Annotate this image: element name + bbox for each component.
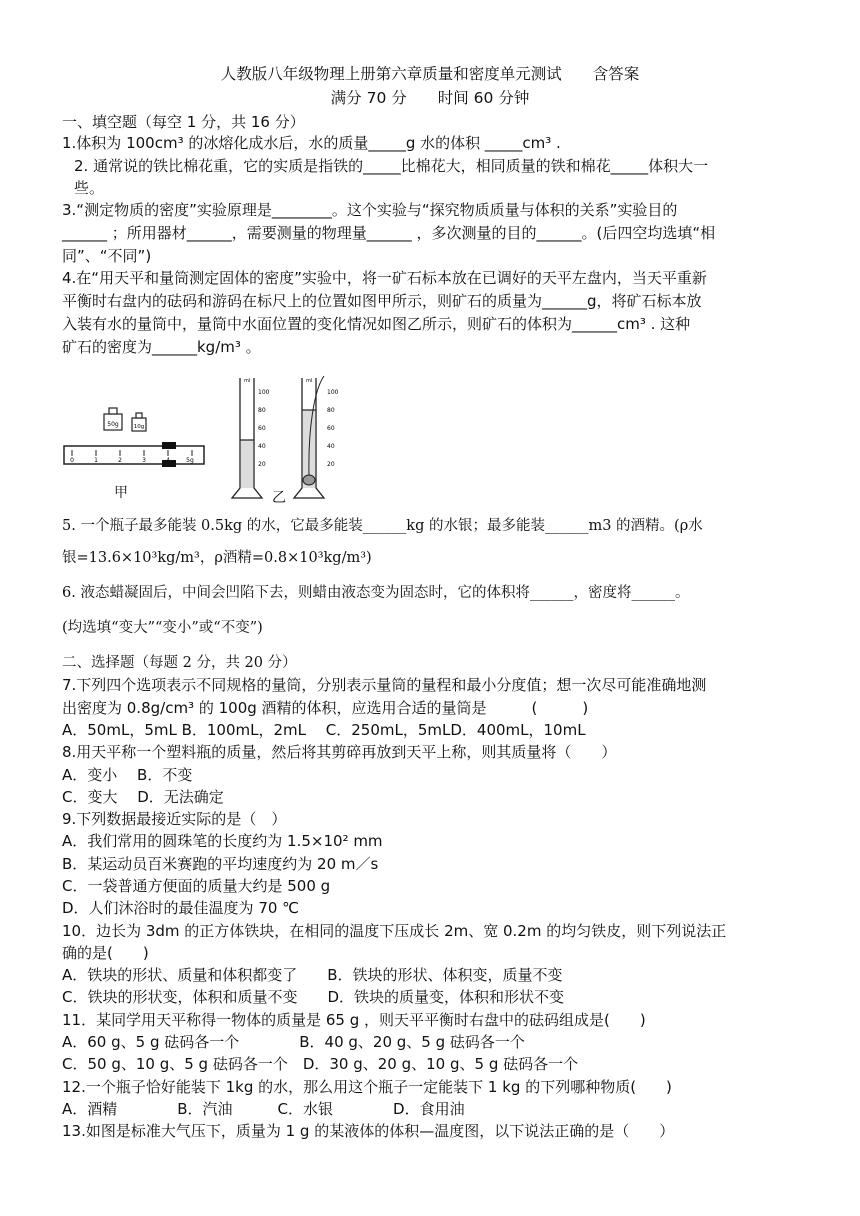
question-6-line2: (均选填“变大”“变小”或“不变”) [62,620,263,636]
rider-bottom [162,460,176,467]
graduated-cylinder-after [294,376,339,498]
question-11-options-cd: C．50 g、10 g、5 g 砝码各一个 D．30 g、20 g、10 g、5 g 砝码各一个 [62,1055,579,1073]
question-2-line2: 些。 [74,179,105,197]
question-5-line2: 银=13.6×10³kg/m³，ρ酒精=0.8×10³kg/m³) [62,550,372,566]
cylinder-tick: 40 [258,443,266,450]
page-title: 人教版八年级物理上册第六章质量和密度单元测试 含答案 [220,65,640,83]
question-11: 11．某同学用天平称得一物体的质量是 65 g ，则天平平衡时右盘中的砝码组成是( ) [62,1011,646,1029]
question-5-line1: 5. 一个瓶子最多能装 0.5kg 的水，它最多能装______kg 的水银；最多能装______m3 的酒精。(ρ水 [62,518,703,534]
weight-10g-icon [132,413,146,431]
question-9: 9.下列数据最接近实际的是（ ） [62,810,287,828]
figure-label-jia: 甲 [114,485,128,501]
page-subtitle: 满分 70 分 时间 60 分钟 [330,89,530,107]
question-7-line2: 出密度为 0.8g/cm³ 的 100g 酒精的体积，应选用合适的量筒是 ( ) [62,699,589,717]
question-1: 1.体积为 100cm³ 的冰熔化成水后，水的质量_____g 水的体积 _____cm³ . [62,134,561,152]
graduated-cylinder-before [232,378,270,498]
cylinder-unit: ml [244,378,251,384]
ruler-tick-label: 3 [142,457,146,464]
ruler-tick-label: 2 [118,457,122,464]
cylinder-tick: 80 [258,407,266,414]
cylinder-tick: 100 [327,389,339,396]
question-8-options-ab: A．变小 B．不变 [62,766,193,784]
ruler-tick-label: 0 [70,457,74,464]
balance-ruler [64,442,204,467]
cylinder-tick: 20 [327,461,335,468]
question-3-line2: ______ ；所用器材______，需要测量的物理量______ ，多次测量的目的______。(后四空均选填“相 [62,224,716,242]
cylinder-tick: 60 [327,425,335,432]
question-12: 12.一个瓶子恰好能装下 1kg 的水，那么用这个瓶子一定能装下 1 kg 的下列哪种物质( ) [62,1078,672,1096]
question-9-option-a: A．我们常用的圆珠笔的长度约为 1.5×10² mm [62,832,383,850]
question-4-line2: 平衡时右盘内的砝码和游码在标尺上的位置如图甲所示，则矿石的质量为______g，将矿石标本放 [62,292,702,310]
balance-and-cylinder-figure [62,370,352,510]
question-4-line4: 矿石的密度为______kg/m³ 。 [62,338,261,356]
ruler-tick-label: 5g [186,457,194,464]
cylinder-tick: 60 [258,425,266,432]
weight-50g-label: 50g [107,421,119,428]
question-8: 8.用天平称一个塑料瓶的质量，然后将其剪碎再放到天平上称，则其质量将（ ） [62,743,617,761]
cylinder-tick: 100 [258,389,270,396]
question-10-options-cd: C．铁块的形状变，体积和质量不变 D．铁块的质量变，体积和形状不变 [62,988,565,1006]
question-7-line1: 7.下列四个选项表示不同规格的量筒，分别表示量筒的量程和最小分度值；想一次尽可能准确地测 [62,676,707,694]
question-10-options-ab: A．铁块的形状、质量和体积都变了 B．铁块的形状、体积变，质量不变 [62,966,563,984]
section1-heading: 一、填空题（每空 1 分，共 16 分） [62,113,305,131]
question-4-line1: 4.在“用天平和量筒测定固体的密度”实验中，将一矿石标本放在已调好的天平左盘内，当天平重新 [62,269,707,287]
weight-10g-label: 10g [133,424,145,430]
question-9-option-d: D．人们沐浴时的最佳温度为 70 ℃ [62,899,300,917]
cylinder-tick: 80 [327,407,335,414]
cylinder-tick: 20 [258,461,266,468]
question-13: 13.如图是标准大气压下，质量为 1 g 的某液体的体积—温度图，以下说法正确的是（ ） [62,1122,675,1140]
question-8-options-cd: C．变大 D．无法确定 [62,788,224,806]
question-12-options: A．酒精 B．汽油 C．水银 D．食用油 [62,1100,465,1118]
rider-top [162,442,176,449]
cylinder-unit: ml [306,378,313,384]
question-6-line1: 6. 液态蜡凝固后，中间会凹陷下去，则蜡由液态变为固态时，它的体积将______，密度将______。 [62,585,690,601]
question-3-line3: 同”、“不同”) [62,247,152,265]
cylinder-tick: 40 [327,443,335,450]
question-7-options: A．50mL，5mL B．100mL，2mL C．250mL，5mLD．400mL，10mL [62,721,586,739]
section2-heading: 二、选择题（每题 2 分，共 20 分） [62,655,297,671]
question-2-line1: 2. 通常说的铁比棉花重，它的实质是指铁的_____比棉花大，相同质量的铁和棉花_____体积大一 [74,157,709,175]
question-10-line1: 10．边长为 3dm 的正方体铁块，在相同的温度下压成长 2m、宽 0.2m 的均匀铁皮，则下列说法正 [62,922,727,940]
question-4-line3: 入装有水的量筒中，量筒中水面位置的变化情况如图乙所示，则矿石的体积为______cm³ . 这种 [62,315,691,333]
question-9-option-c: C．一袋普通方便面的质量大约是 500 g [62,877,331,895]
ruler-tick-label: 1 [94,457,98,464]
question-3-line1: 3.“测定物质的密度”实验原理是________。这个实验与“探究物质质量与体积的关系”实验目的 [62,201,678,219]
question-10-line2: 确的是( ) [62,944,149,962]
question-11-options-ab: A．60 g、5 g 砝码各一个 B．40 g、20 g、5 g 砝码各一个 [62,1033,525,1051]
weight-50g-icon [104,408,122,430]
question-9-option-b: B．某运动员百米赛跑的平均速度约为 20 m／s [62,855,379,873]
figure-label-yi: 乙 [272,490,286,506]
